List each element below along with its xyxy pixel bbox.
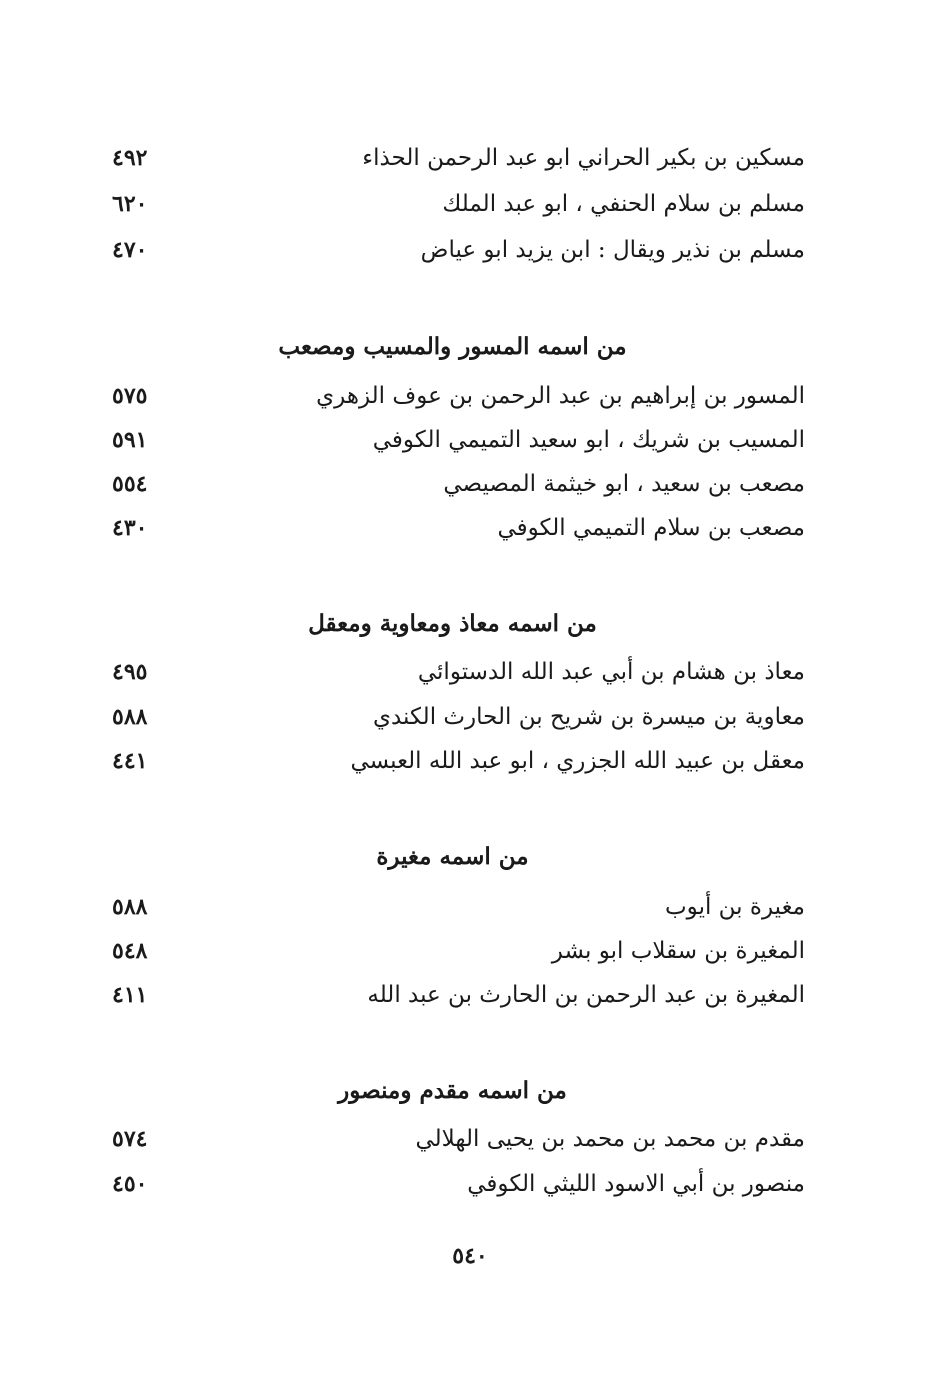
entry-page-number: ٦٢٠: [112, 191, 148, 217]
entry-page-number: ٥٧٥: [112, 383, 148, 409]
index-entry: [100, 697, 805, 737]
index-entry: [100, 741, 805, 781]
entry-page-number: ٥٥٤: [112, 471, 148, 497]
entry-page-number: ٥٨٨: [112, 704, 148, 730]
index-entry: [100, 464, 805, 504]
entry-page-number: ٥٤٨: [112, 938, 148, 964]
entry-name: مصعب بن سلام التميمي الكوفي: [497, 515, 805, 541]
index-entry: [100, 652, 805, 692]
index-entry: [100, 975, 805, 1015]
index-entry: [100, 508, 805, 548]
entry-name: معقل بن عبيد الله الجزري ، ابو عبد الله العبسي: [350, 748, 805, 774]
entry-name: المسور بن إبراهيم بن عبد الرحمن بن عوف الزهري: [316, 383, 805, 409]
entry-name: معاوية بن ميسرة بن شريح بن الحارث الكندي: [372, 704, 805, 730]
index-entry: [100, 184, 805, 224]
entry-page-number: ٥٧٤: [112, 1126, 148, 1152]
index-entry: [100, 230, 805, 270]
section-heading: من اسمه المسور والمسيب ومصعب: [278, 333, 627, 360]
index-entry: [100, 1164, 805, 1204]
index-entry: [100, 138, 805, 178]
entry-name: معاذ بن هشام بن أبي عبد الله الدستوائي: [417, 659, 805, 685]
index-entry: [100, 887, 805, 927]
entry-name: مقدم بن محمد بن محمد بن يحيى الهلالي: [415, 1126, 805, 1152]
entry-page-number: ٥٨٨: [112, 894, 148, 920]
entry-name: المغيرة بن عبد الرحمن بن الحارث بن عبد الله: [367, 982, 805, 1008]
index-entry: [100, 931, 805, 971]
entry-page-number: ٤٣٠: [112, 515, 148, 541]
section-heading: من اسمه مقدم ومنصور: [338, 1077, 567, 1104]
entry-name: مصعب بن سعيد ، ابو خيثمة المصيصي: [443, 471, 805, 497]
entry-page-number: ٤٩٥: [112, 659, 148, 685]
entry-name: منصور بن أبي الاسود الليثي الكوفي: [467, 1171, 805, 1197]
entry-page-number: ٥٩١: [112, 427, 148, 453]
entry-name: مسلم بن نذير ويقال : ابن يزيد ابو عياض: [420, 237, 805, 263]
entry-name: مغيرة بن أيوب: [665, 894, 805, 920]
entry-page-number: ٤٤١: [112, 748, 148, 774]
index-entry: [100, 420, 805, 460]
entry-name: مسكين بن بكير الحراني ابو عبد الرحمن الحذاء: [362, 145, 805, 171]
index-entry: [100, 376, 805, 416]
entry-page-number: ٤٧٠: [112, 237, 148, 263]
entry-page-number: ٤١١: [112, 982, 148, 1008]
entry-name: مسلم بن سلام الحنفي ، ابو عبد الملك: [442, 191, 805, 217]
index-entry: [100, 1119, 805, 1159]
section-heading: من اسمه مغيرة: [376, 843, 529, 870]
section-heading: من اسمه معاذ ومعاوية ومعقل: [308, 610, 597, 637]
entry-page-number: ٤٥٠: [112, 1171, 148, 1197]
entry-name: المسيب بن شريك ، ابو سعيد التميمي الكوفي: [372, 427, 805, 453]
entry-page-number: ٤٩٢: [112, 145, 148, 171]
page-number: ٥٤٠: [452, 1243, 488, 1269]
entry-name: المغيرة بن سقلاب ابو بشر: [551, 938, 805, 964]
